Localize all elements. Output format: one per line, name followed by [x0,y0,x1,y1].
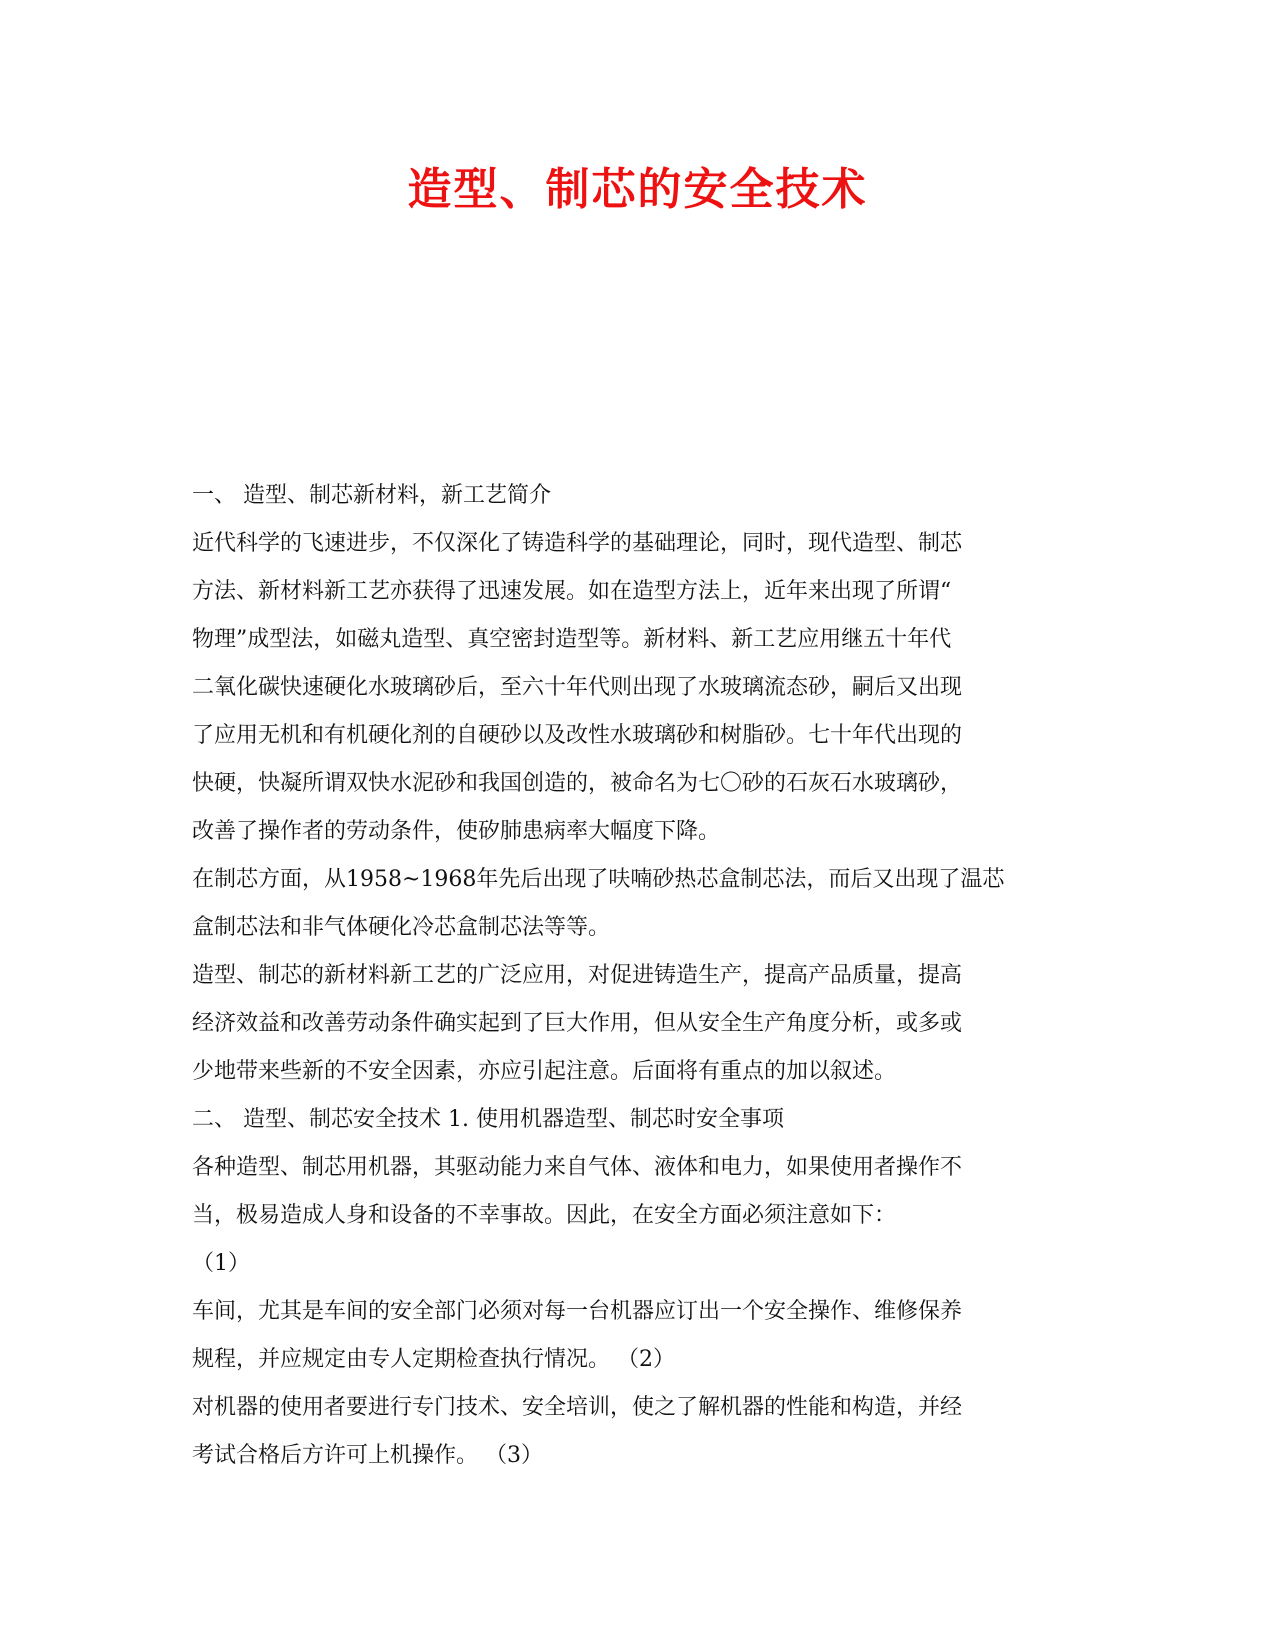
body-line: 当，极易造成人身和设备的不幸事故。因此，在安全方面必须注意如下： [192,1203,897,1228]
body-line: 快硬，快凝所谓双快水泥砂和我国创造的，被命名为七〇砂的石灰石水玻璃砂， [192,771,963,796]
body-line: 一、 造型、制芯新材料，新工艺简介 [192,483,551,508]
body-line: 对机器的使用者要进行专门技术、安全培训，使之了解机器的性能和构造，并经 [192,1395,963,1420]
body-line: 考试合格后方许可上机操作。 （3） [192,1443,543,1468]
body-line: 经济效益和改善劳动条件确实起到了巨大作用，但从安全生产角度分析，或多或 [192,1011,963,1036]
body-line: 在制芯方面，从1958~1968年先后出现了呋喃砂热芯盒制芯法，而后又出现了温芯 [192,867,1005,892]
body-line: 二、 造型、制芯安全技术 1. 使用机器造型、制芯时安全事项 [192,1107,784,1132]
document-title: 造型、制芯的安全技术 [407,164,868,215]
body-line: 车间，尤其是车间的安全部门必须对每一台机器应订出一个安全操作、维修保养 [192,1299,963,1324]
body-line: 物理”成型法，如磁丸造型、真空密封造型等。新材料、新工艺应用继五十年代 [192,627,952,652]
body-line: （1） [192,1251,250,1276]
body-line: 各种造型、制芯用机器，其驱动能力来自气体、液体和电力，如果使用者操作不 [192,1155,963,1180]
body-line: 了应用无机和有机硬化剂的自硬砂以及改性水玻璃砂和树脂砂。七十年代出现的 [192,723,963,748]
body-line: 盒制芯法和非气体硬化冷芯盒制芯法等等。 [192,915,611,940]
body-line: 近代科学的飞速进步，不仅深化了铸造科学的基础理论，同时，现代造型、制芯 [192,531,963,556]
body-line: 造型、制芯的新材料新工艺的广泛应用，对促进铸造生产，提高产品质量，提高 [192,963,963,988]
body-line: 规程，并应规定由专人定期检查执行情况。 （2） [192,1347,675,1372]
body-line: 二氧化碳快速硬化水玻璃砂后，至六十年代则出现了水玻璃流态砂，嗣后又出现 [192,675,963,700]
body-line: 方法、新材料新工艺亦获得了迅速发展。如在造型方法上，近年来出现了所谓“ [192,579,952,604]
body-line: 少地带来些新的不安全因素，亦应引起注意。后面将有重点的加以叙述。 [192,1059,897,1084]
document-body [192,472,1092,1480]
body-line: 改善了操作者的劳动条件，使矽肺患病率大幅度下降。 [192,819,721,844]
